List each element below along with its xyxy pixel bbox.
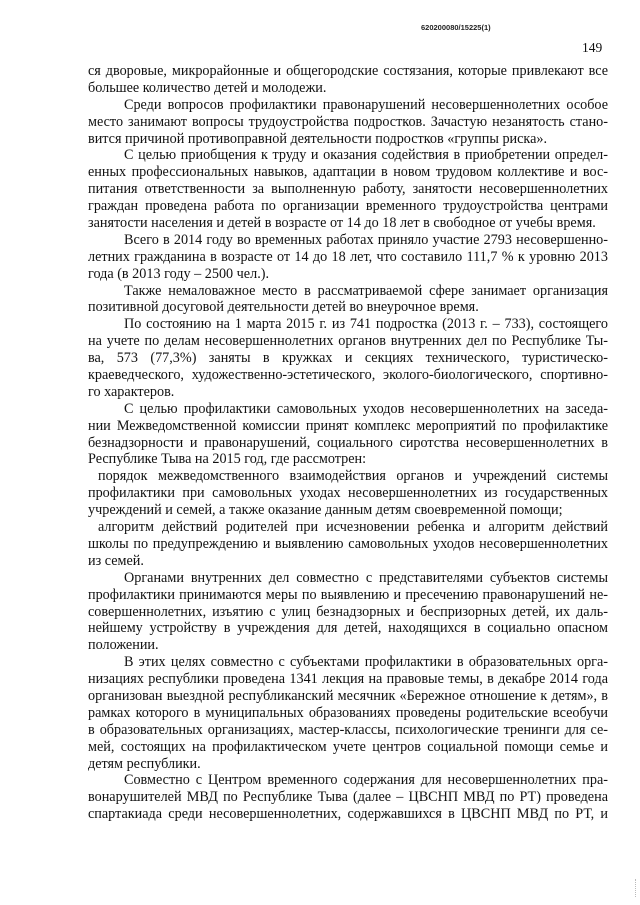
text-line: место занимают вопросы трудоустройства подростков. Зачастую незанятость стано- [88,113,608,130]
text-line: позитивной досуговой деятельности детей во внеурочное время. [88,299,479,316]
text-line: питания ответственности за выполненную работу, занятости несовершеннолетних [88,181,608,198]
paragraph [88,283,608,317]
text-line: Республике Тыва на 2015 год, где рассмотрен: [88,451,367,468]
text-line: вится причиной противоправной деятельности подростков «группы риска». [88,130,548,147]
paragraph [88,63,608,97]
text-line: летних гражданина в возрасте от 14 до 18 лет, что составило 111,7 % к уровню 2013 [88,248,608,265]
text-line: положении. [88,637,159,654]
text-line: детям республики. [88,755,201,772]
text-line: Также немаловажное место в рассматриваемой сфере занимает организация [124,282,608,299]
text-line: го характеров. [88,383,175,400]
text-line: граждан проведена работа по организации временного трудоустройства центрами [88,198,608,215]
text-line: из семей. [88,552,144,569]
scan-edge-mark [625,879,636,897]
text-line: Органами внутренних дел совместно с представителями субъектов системы [124,569,608,586]
text-line: енных профессиональных навыков, адаптации в новом трудовом коллективе и вос- [88,164,608,181]
list-item [88,519,608,570]
text-line: в образовательных организациях, мастер-классы, психологические тренинги для се- [88,721,608,738]
text-line: ва, 573 (77,3%) заняты в кружках и секциях технического, туристическо- [88,350,608,367]
text-line: большее количество детей и молодежи. [88,79,327,96]
text-line: на учете по делам несовершеннолетних органов внутренних дел по Республике Ты- [88,333,608,350]
text-line: нейшему устройству в учреждения для детей, находящихся в социально опасном [88,620,608,637]
text-line: С целью профилактики самовольных уходов несовершеннолетних на заседа- [124,400,608,417]
text-line: низациях республики проведена 1341 лекция на правовые темы, в декабре 2014 года [88,671,608,688]
paragraph [88,147,608,231]
text-line: Совместно с Центром временного содержания для несовершеннолетних пра- [124,772,608,789]
text-line: мей, состоящих на профилактическом учете центров социальной помощи семье и [88,738,608,755]
text-line: вонарушителей МВД по Республике Тыва (далее – ЦВСНП МВД по РТ) проведена [88,789,608,806]
paragraph [88,97,608,148]
text-line: С целью приобщения к труду и оказания содействия в приобретении определ- [124,147,608,164]
text-line: Всего в 2014 году во временных работах приняло участие 2793 несовершенно- [124,231,608,248]
text-line: учреждений и семей, а также оказание данным детям своевременной помощи; [88,502,563,519]
text-line: организован выездной республиканский месячник «Бережное отношение к детям», в [88,687,608,704]
text-line: краеведческого, художественно-эстетического, эколого-биологического, спортивно- [88,367,608,384]
document-id: 620200080/15225(1) [421,23,491,32]
page-number: 149 [582,40,603,55]
text-line: школы по предупреждению и выявлению самовольных уходов несовершеннолетних [88,535,608,552]
text-line: совершеннолетних, изъятию с улиц безнадзорных и беспризорных детей, их даль- [88,603,608,620]
paragraph [88,316,608,400]
text-line: безнадзорности и правонарушений, социального сиротства несовершеннолетних в [88,434,608,451]
text-line: ся дворовые, микрорайонные и общегородские состязания, которые привлекают все [88,63,608,79]
paragraph [88,772,608,823]
text-line: порядок межведомственного взаимодействия органов и учреждений системы [98,468,608,485]
text-line: В этих целях совместно с субъектами профилактики в образовательных орга- [124,654,608,671]
body-text [88,63,608,823]
paragraph [88,401,608,469]
text-line: профилактики при самовольных уходах несовершеннолетних из государственных [88,485,608,502]
paragraph [88,232,608,283]
text-line: занятости населения и детей в возрасте от 14 до 18 лет в свободное от учебы время. [88,215,596,232]
text-line: нии Межведомственной комиссии принят комплекс мероприятий по профилактике [88,417,608,434]
text-line: Среди вопросов профилактики правонарушений несовершеннолетних особое [124,96,608,113]
paragraph [88,570,608,654]
text-line: спартакиада среди несовершеннолетних, содержавшихся в ЦВСНП МВД по РТ, и [88,806,608,823]
paragraph [88,654,608,772]
text-line: профилактики принимаются меры по выявлению и пресечению правонарушений не- [88,586,608,603]
text-line: По состоянию на 1 марта 2015 г. из 741 подростка (2013 г. – 733), состоящего [124,316,608,333]
list-item [88,468,608,519]
text-line: алгоритм действий родителей при исчезновении ребенка и алгоритм действий [98,519,608,536]
text-line: рамках которого в муниципальных образованиях проведены родительские всеобучи [88,704,608,721]
text-line: года (в 2013 году – 2500 чел.). [88,265,270,282]
